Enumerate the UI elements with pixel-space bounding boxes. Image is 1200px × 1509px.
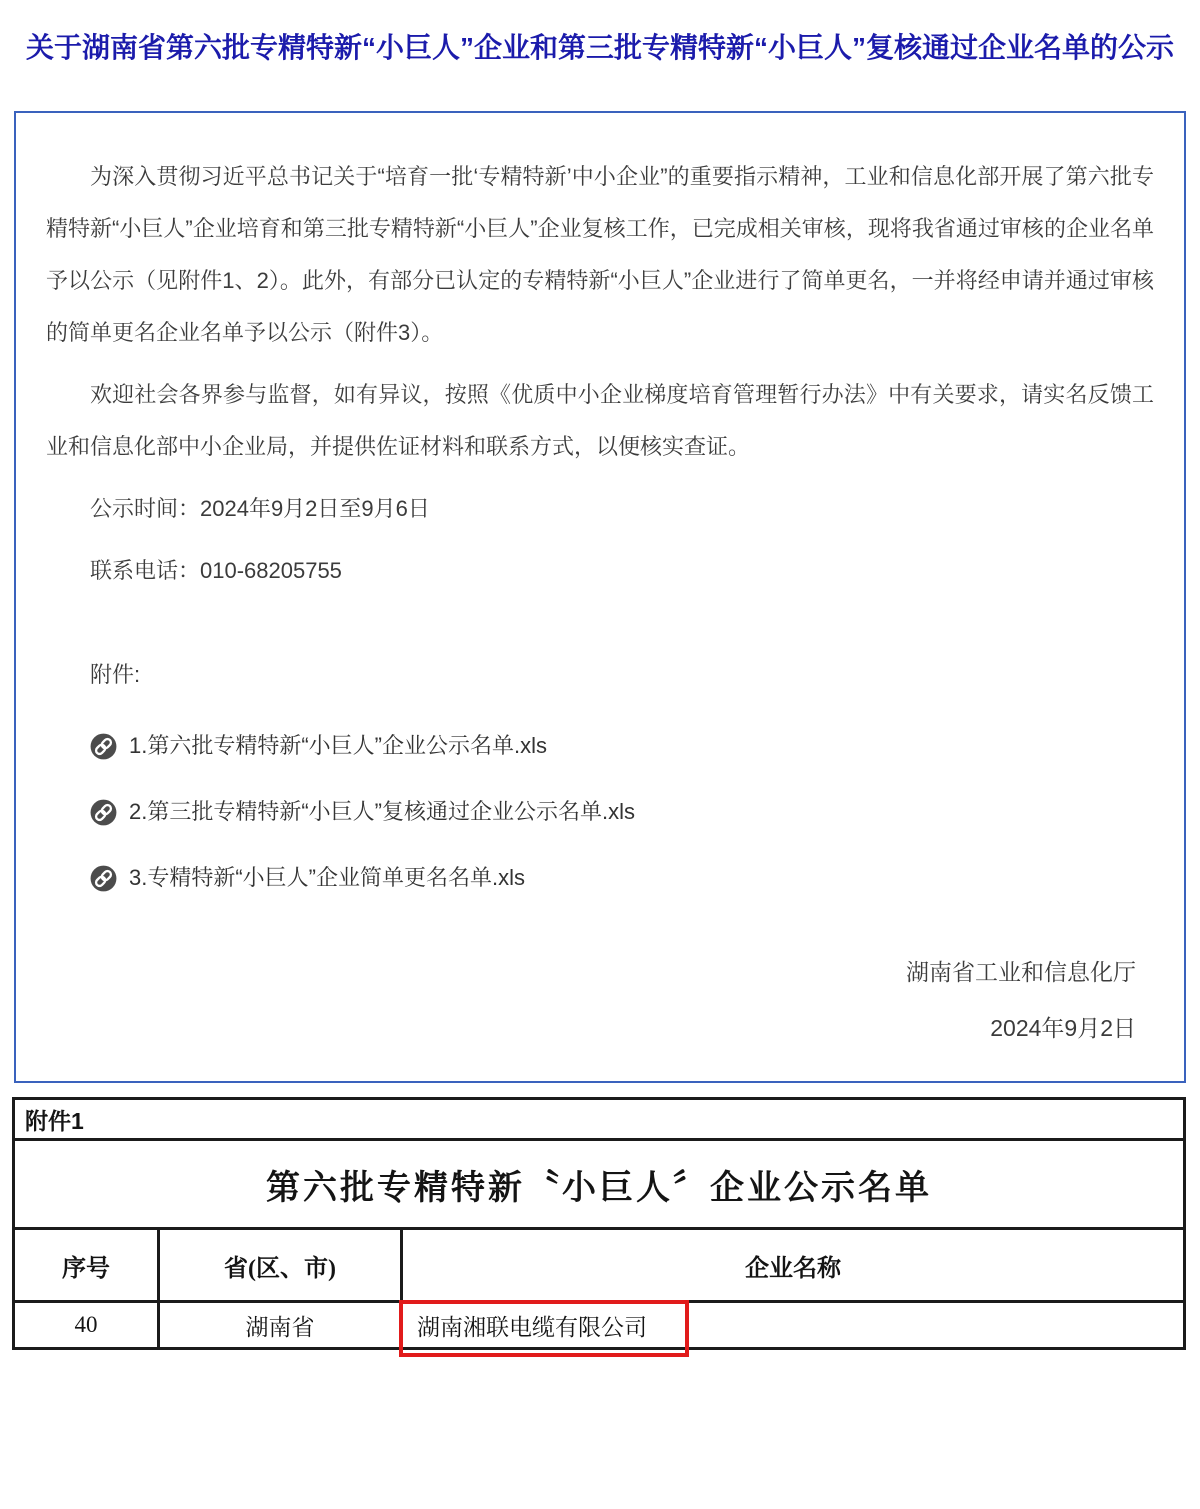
attachment-link-label: 2.第三批专精特新“小巨人”复核通过企业公示名单.xls bbox=[129, 799, 636, 824]
chain-link-icon bbox=[90, 865, 117, 892]
attachment-link-3[interactable] bbox=[90, 863, 1154, 893]
attachment-link-1[interactable] bbox=[90, 731, 1154, 761]
page-title: 关于湖南省第六批专精特新“小巨人”企业和第三批专精特新“小巨人”复核通过企业名单的公示 bbox=[25, 32, 1174, 63]
table-row bbox=[14, 1302, 1185, 1349]
attachment-link-label: 1.第六批专精特新“小巨人”企业公示名单.xls bbox=[129, 733, 548, 758]
issuer: 湖南省工业和信息化厅 bbox=[906, 959, 1136, 985]
notice-box bbox=[14, 111, 1186, 1083]
company-name: 湖南湘联电缆有限公司 bbox=[417, 1314, 647, 1340]
attachment1-table bbox=[12, 1097, 1186, 1350]
column-header-province: 省(区、市) bbox=[159, 1229, 402, 1302]
column-header-company: 企业名称 bbox=[402, 1229, 1185, 1302]
attachment-link-label: 3.专精特新“小巨人”企业简单更名名单.xls bbox=[129, 865, 526, 890]
table-attachment-tag: 附件1 bbox=[14, 1099, 1185, 1140]
cell-company bbox=[402, 1302, 1185, 1349]
contact-phone: 联系电话：010-68205755 bbox=[90, 558, 342, 583]
issue-date: 2024年9月2日 bbox=[990, 1015, 1136, 1041]
notice-paragraph-2: 欢迎社会各界参与监督，如有异议，按照《优质中小企业梯度培育管理暂行办法》中有关要求，请实名反馈工业和信息化部中小企业局，并提供佐证材料和联系方式，以便核实查证。 bbox=[46, 382, 1154, 459]
publicity-period: 公示时间：2024年9月2日至9月6日 bbox=[90, 496, 430, 521]
table-title: 第六批专精特新〝小巨人〞企业公示名单 bbox=[14, 1140, 1185, 1229]
attachments-list bbox=[46, 731, 1154, 893]
chain-link-icon bbox=[90, 799, 117, 826]
cell-province: 湖南省 bbox=[159, 1302, 402, 1349]
attachments-label: 附件: bbox=[90, 662, 141, 687]
attachment-link-2[interactable] bbox=[90, 797, 1154, 827]
column-header-index: 序号 bbox=[14, 1229, 159, 1302]
notice-paragraph-1: 为深入贯彻习近平总书记关于“培育一批‘专精特新’中小企业”的重要指示精神，工业和信息化部开展了第六批专精特新“小巨人”企业培育和第三批专精特新“小巨人”企业复核工作，已完成相关审核，现将我省通过审核的企业名单予以公示（见附件1、2）。此外，有部分已认定的专精特新“小巨人”企业进行了简单更名，一并将经申请并通过审核的简单更名企业名单予以公示（附件3）。 bbox=[46, 164, 1154, 345]
cell-index: 40 bbox=[14, 1302, 159, 1349]
signature-block bbox=[46, 953, 1136, 1047]
chain-link-icon bbox=[90, 733, 117, 760]
